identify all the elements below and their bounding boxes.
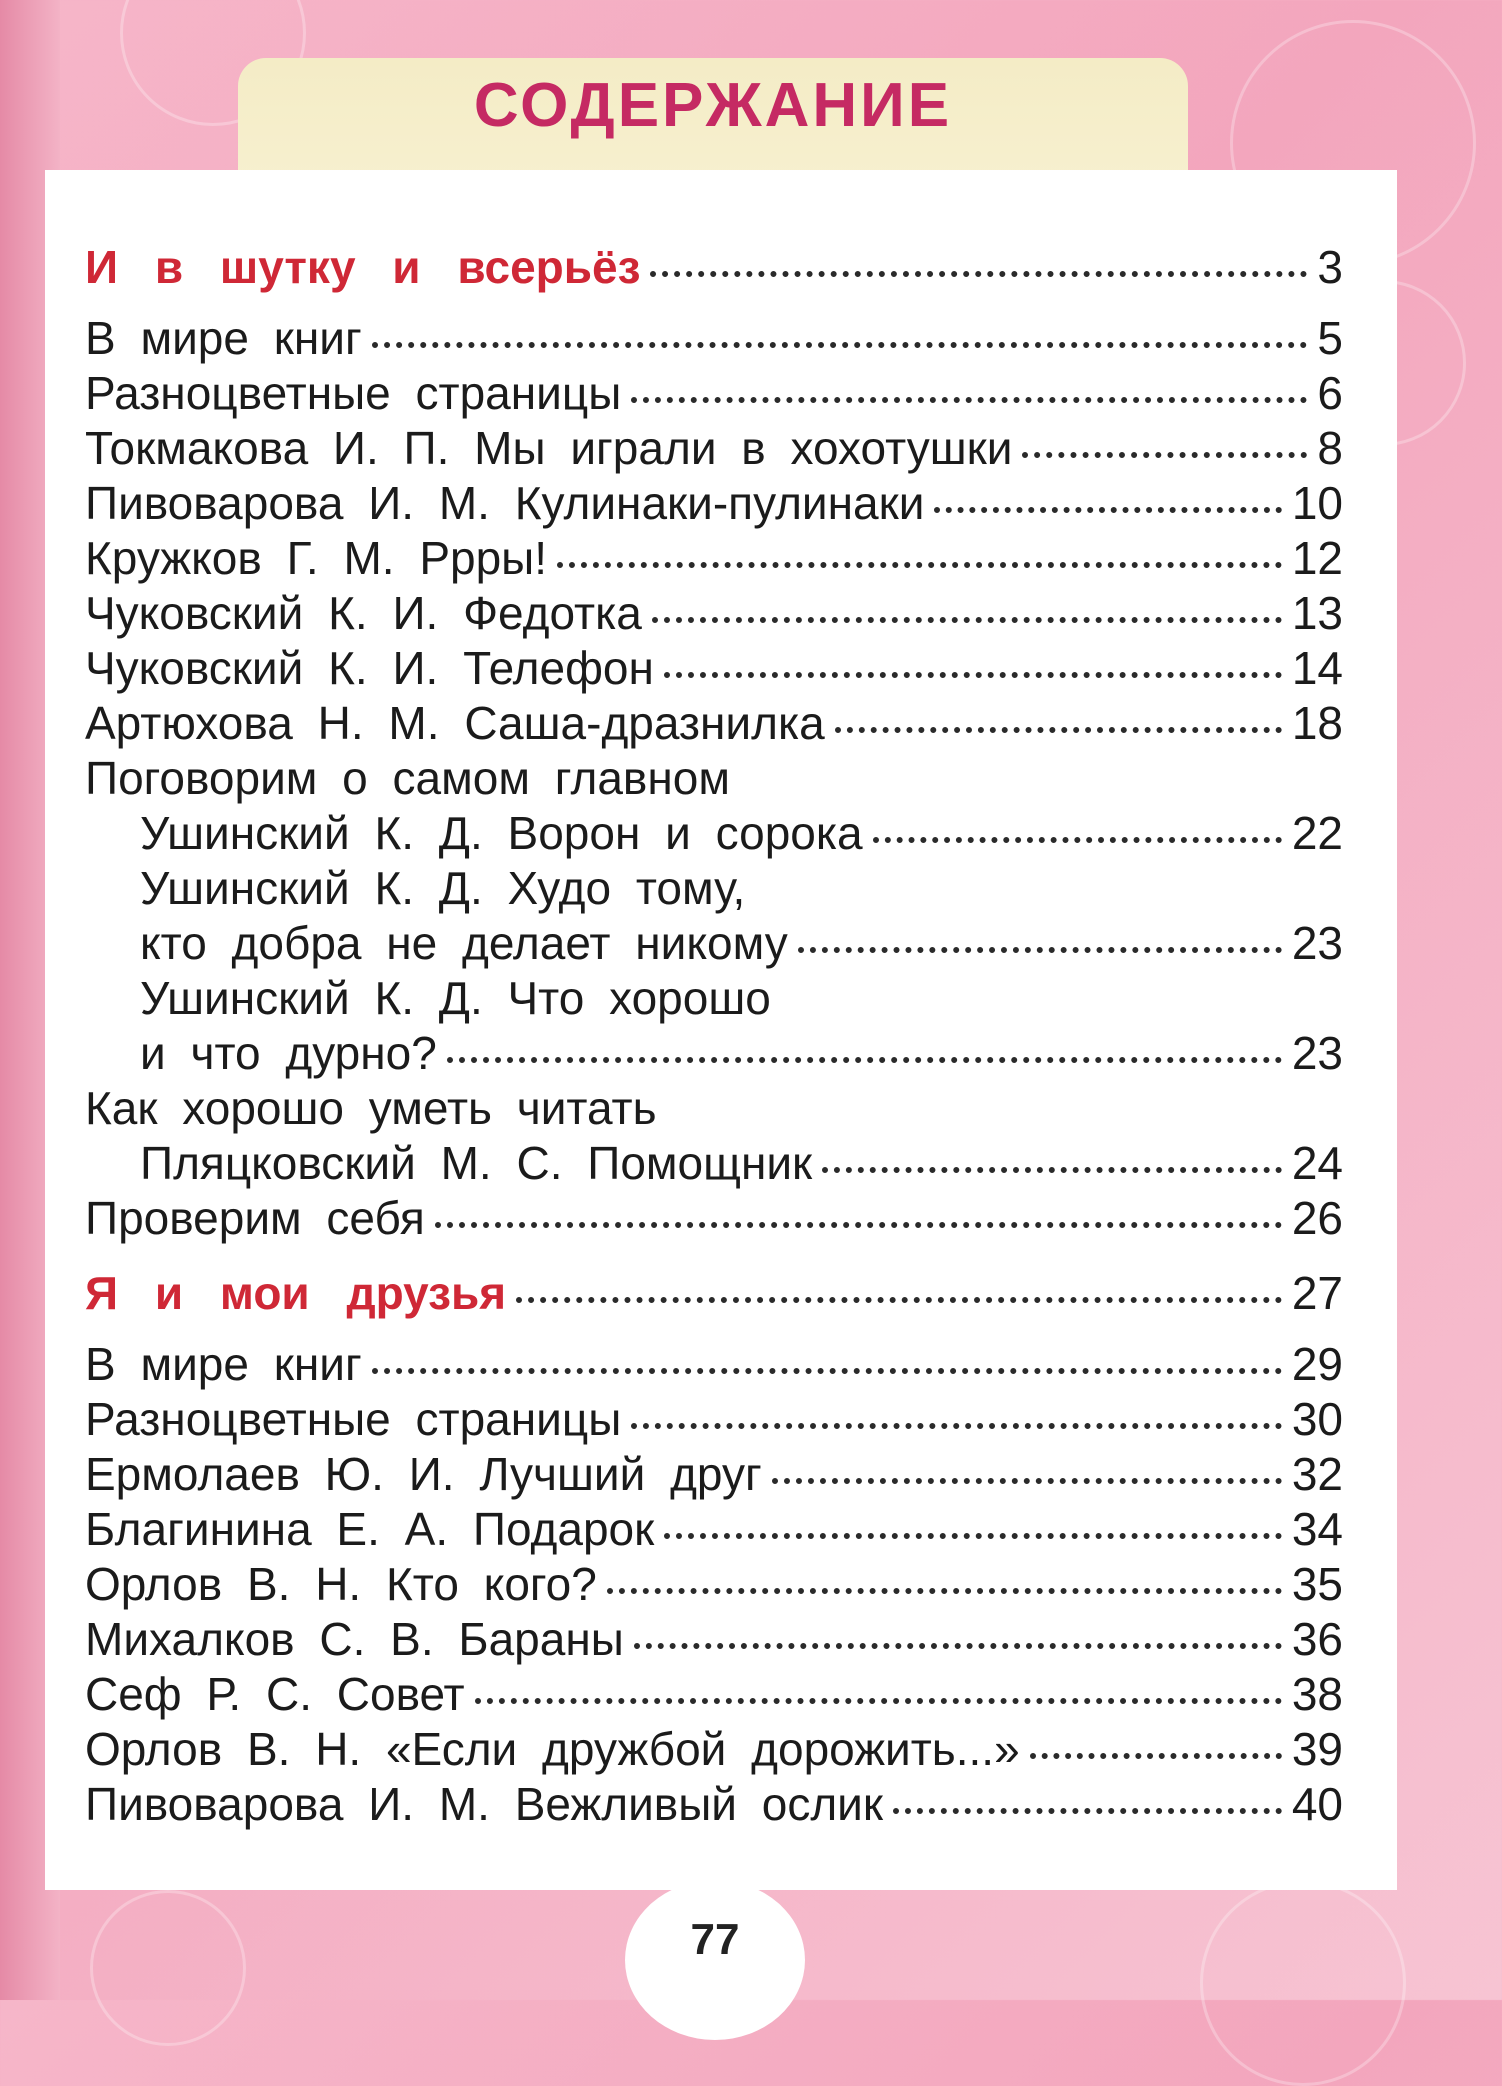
toc-entry[interactable] [85, 421, 1343, 476]
toc-entry[interactable] [85, 1447, 1343, 1502]
entry-title: Пивоварова И. М. Вежливый ослик [85, 1778, 883, 1830]
toc-entry[interactable] [85, 1502, 1343, 1557]
dot-leader [772, 1478, 1282, 1484]
toc-entry[interactable] [85, 311, 1343, 366]
toc-subheading [85, 1081, 1343, 1136]
entry-title: Пляцковский М. С. Помощник [140, 1137, 813, 1189]
section-heading[interactable] [85, 1266, 1343, 1321]
dot-leader [516, 1297, 1282, 1303]
entry-title: Чуковский К. И. Телефон [85, 642, 654, 694]
page-ref: 5 [1317, 312, 1343, 364]
entry-title: Михалков С. В. Бараны [85, 1613, 624, 1665]
entry-title: Поговорим о самом главном [85, 752, 730, 804]
entry-title: Артюхова Н. М. Саша-дразнилка [85, 697, 825, 749]
section-title: И в шутку и всерьёз [85, 241, 641, 293]
toc-entry[interactable] [85, 1777, 1343, 1832]
contents-card [45, 170, 1397, 1890]
page-title: СОДЕРЖАНИЕ [473, 71, 953, 140]
dot-leader [372, 1368, 1282, 1374]
dot-leader [634, 1643, 1282, 1649]
toc-entry[interactable] [85, 531, 1343, 586]
page-ref: 18 [1291, 697, 1343, 749]
dot-leader [475, 1698, 1282, 1704]
entry-title: Ушинский К. Д. Ворон и сорока [140, 807, 863, 859]
entry-title: Орлов В. Н. Кто кого? [85, 1558, 597, 1610]
entry-title: Сеф Р. С. Совет [85, 1668, 465, 1720]
page-ref: 13 [1291, 587, 1343, 639]
entry-title: Токмакова И. П. Мы играли в хохотушки [85, 422, 1013, 474]
page-ref: 26 [1291, 1192, 1343, 1244]
page-ref: 22 [1291, 807, 1343, 859]
page-ref: 12 [1291, 532, 1343, 584]
toc-entry[interactable] [85, 916, 1343, 971]
entry-title: кто добра не делает никому [140, 917, 788, 969]
page-number: 77 [690, 1915, 740, 1964]
entry-title: Кружков Г. М. Ррры! [85, 532, 548, 584]
toc-entry-line[interactable] [85, 861, 1343, 916]
entry-title: Как хорошо уметь читать [85, 1082, 657, 1134]
toc-subheading [85, 751, 1343, 806]
dot-leader [1022, 452, 1307, 458]
entry-title: Орлов В. Н. «Если дружбой дорожить...» [85, 1723, 1020, 1775]
page-ref: 27 [1291, 1267, 1343, 1319]
toc-entry[interactable] [85, 366, 1343, 421]
ornament-swirl [1200, 1880, 1406, 2086]
dot-leader [664, 1533, 1282, 1539]
entry-title: Ермолаев Ю. И. Лучший друг [85, 1448, 762, 1500]
dot-leader [873, 837, 1282, 843]
dot-leader [652, 617, 1282, 623]
page-ref: 10 [1291, 477, 1343, 529]
dot-leader [557, 562, 1282, 568]
page-ref: 8 [1317, 422, 1343, 474]
toc-entry[interactable] [85, 1136, 1343, 1191]
table-of-contents [85, 240, 1343, 1832]
toc-entry[interactable] [85, 806, 1343, 861]
page-ref: 34 [1291, 1503, 1343, 1555]
toc-entry-line[interactable] [85, 971, 1343, 1026]
entry-title: Разноцветные страницы [85, 1393, 622, 1445]
dot-leader [835, 727, 1282, 733]
page-ref: 24 [1291, 1137, 1343, 1189]
toc-entry[interactable] [85, 1667, 1343, 1722]
page-ref: 40 [1291, 1778, 1343, 1830]
entry-title: В мире книг [85, 312, 362, 364]
ornament-swirl [90, 1890, 246, 2046]
page-ref: 14 [1291, 642, 1343, 694]
entry-title: Пивоварова И. М. Кулинаки-пулинаки [85, 477, 925, 529]
toc-entry[interactable] [85, 1191, 1343, 1246]
entry-title: и что дурно? [140, 1027, 437, 1079]
dot-leader [664, 672, 1282, 678]
page-ref: 38 [1291, 1668, 1343, 1720]
entry-title: В мире книг [85, 1338, 362, 1390]
entry-title: Благинина Е. А. Подарок [85, 1503, 655, 1555]
page-ref: 3 [1317, 241, 1343, 293]
page-ref: 23 [1291, 1027, 1343, 1079]
page-ref: 30 [1291, 1393, 1343, 1445]
toc-entry[interactable] [85, 1337, 1343, 1392]
toc-entry[interactable] [85, 1557, 1343, 1612]
dot-leader [822, 1167, 1282, 1173]
section-title: Я и мои друзья [85, 1267, 507, 1319]
toc-entry[interactable] [85, 1026, 1343, 1081]
page-ref: 39 [1291, 1723, 1343, 1775]
toc-entry[interactable] [85, 641, 1343, 696]
dot-leader [1030, 1753, 1282, 1759]
entry-title: Проверим себя [85, 1192, 425, 1244]
toc-entry[interactable] [85, 696, 1343, 751]
dot-leader [631, 397, 1307, 403]
dot-leader [372, 342, 1308, 348]
dot-leader [447, 1057, 1282, 1063]
toc-entry[interactable] [85, 1722, 1343, 1777]
dot-leader [893, 1808, 1282, 1814]
toc-entry[interactable] [85, 476, 1343, 531]
dot-leader [607, 1588, 1282, 1594]
dot-leader [934, 507, 1281, 513]
toc-entry[interactable] [85, 1392, 1343, 1447]
page-ref: 23 [1291, 917, 1343, 969]
entry-title: Разноцветные страницы [85, 367, 622, 419]
entry-title: Ушинский К. Д. Худо тому, [140, 862, 746, 914]
page-ref: 29 [1291, 1338, 1343, 1390]
page-ref: 35 [1291, 1558, 1343, 1610]
dot-leader [631, 1423, 1282, 1429]
page-ref: 32 [1291, 1448, 1343, 1500]
entry-title: Ушинский К. Д. Что хорошо [140, 972, 771, 1024]
dot-leader [435, 1222, 1282, 1228]
section-heading[interactable] [85, 240, 1343, 295]
page-ref: 36 [1291, 1613, 1343, 1665]
entry-title: Чуковский К. И. Федотка [85, 587, 642, 639]
toc-entry[interactable] [85, 1612, 1343, 1667]
page-ref: 6 [1317, 367, 1343, 419]
toc-entry[interactable] [85, 586, 1343, 641]
dot-leader [798, 947, 1282, 953]
dot-leader [650, 271, 1307, 277]
